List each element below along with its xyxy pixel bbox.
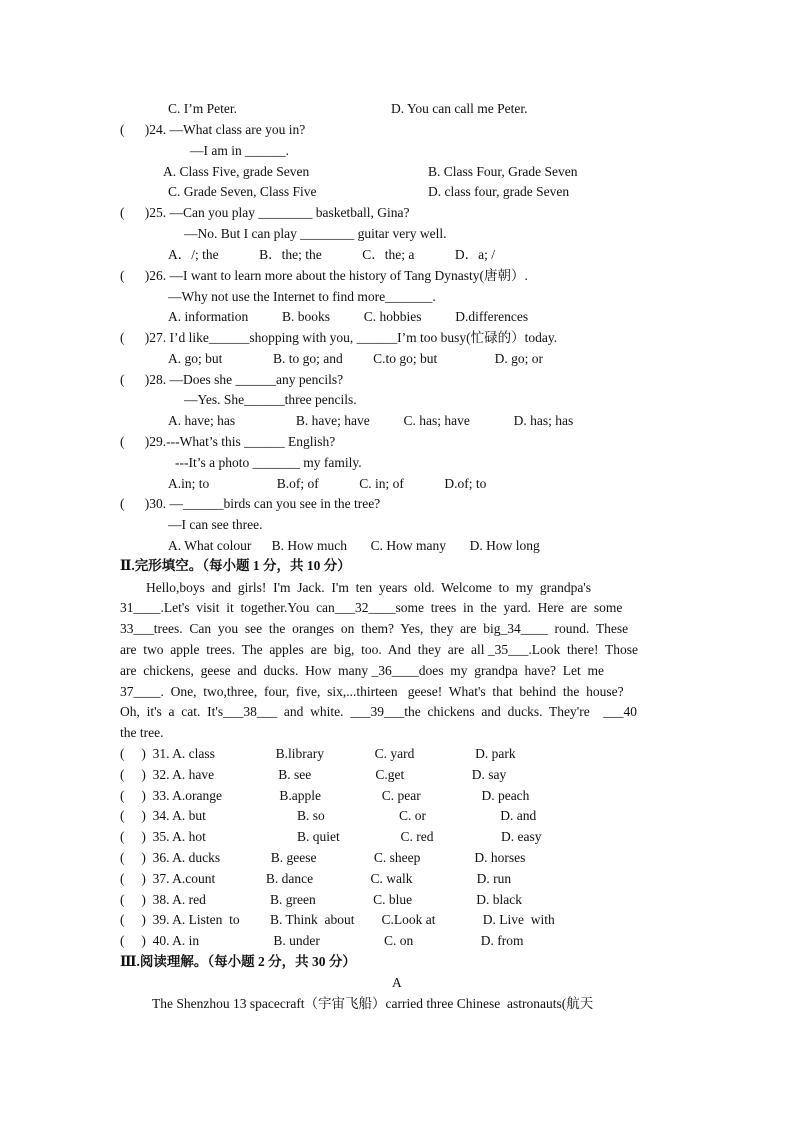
option-line: A. go; but B. to go; and C.to go; but D. go; or — [168, 351, 544, 366]
cloze-question: ( ) 32. A. have B. see C.get D. say — [120, 767, 507, 782]
passage-line: are two apple trees. The apples are big, too. And they are all _35___.Look there! Those — [120, 642, 638, 657]
option-line: A. information B. books C. hobbies D.differences — [168, 309, 529, 324]
text-line: —Why not use the Internet to find more_______. — [168, 289, 436, 304]
passage-line: The Shenzhou 13 spacecraft（宇宙飞船）carried three Chinese astronauts(航天 — [152, 996, 594, 1011]
question-27: ( )27. I’d like______shopping with you, ______I’m too busy(忙碌的）today. — [120, 330, 558, 345]
question-28: ( )28. —Does she ______any pencils? — [120, 372, 344, 387]
section-heading-reading: Ⅲ.阅读理解。（每小题 2 分，共 30 分） — [120, 954, 356, 969]
passage-line: Oh, it's a cat. It's___38___ and white. ___39___the chickens and ducks. They're ___40 — [120, 704, 637, 719]
passage-line: Hello,boys and girls! I'm Jack. I'm ten years old. Welcome to my grandpa's — [146, 580, 591, 595]
question-30: ( )30. —______birds can you see in the tree? — [120, 496, 381, 511]
passage-line: 31____.Let's visit it together.You can___32____some trees in the yard. Here are some — [120, 600, 623, 615]
cloze-question: ( ) 40. A. in B. under C. on D. from — [120, 933, 524, 948]
question-24: ( )24. —What class are you in? — [120, 122, 306, 137]
text-line: —I can see three. — [168, 517, 263, 532]
section-heading-cloze: Ⅱ.完形填空。（每小题 1 分，共 10 分） — [120, 558, 351, 573]
option-line: A. have; has B. have; have C. has; have D. has; has — [168, 413, 574, 428]
question-25: ( )25. —Can you play ________ basketball, Gina? — [120, 205, 410, 220]
option-line: A．/; the B．the; the C．the; a D．a; / — [168, 247, 495, 262]
text-line: D. You can call me Peter. — [391, 101, 528, 116]
passage-label: A — [392, 975, 402, 990]
text-line: —Yes. She______three pencils. — [184, 392, 357, 407]
cloze-question: ( ) 31. A. class B.library C. yard D. park — [120, 746, 516, 761]
cloze-question: ( ) 33. A.orange B.apple C. pear D. peach — [120, 788, 530, 803]
cloze-question: ( ) 38. A. red B. green C. blue D. black — [120, 892, 522, 907]
option-line: A. Class Five, grade Seven — [163, 164, 310, 179]
cloze-question: ( ) 34. A. but B. so C. or D. and — [120, 808, 537, 823]
cloze-question: ( ) 37. A.count B. dance C. walk D. run — [120, 871, 512, 886]
passage-line: 37____. One, two,three, four, five, six,...thirteen geese! What's that behind the house? — [120, 684, 624, 699]
question-26: ( )26. —I want to learn more about the history of Tang Dynasty(唐朝）. — [120, 268, 528, 283]
question-29: ( )29.---What’s this ______ English? — [120, 434, 336, 449]
option-line: A.in; to B.of; of C. in; of D.of; to — [168, 476, 487, 491]
cloze-question: ( ) 39. A. Listen to B. Think about C.Look at D. Live with — [120, 912, 555, 927]
option-line: B. Class Four, Grade Seven — [428, 164, 578, 179]
text-line: —No. But I can play ________ guitar very well. — [184, 226, 447, 241]
passage-line: 33___trees. Can you see the oranges on them? Yes, they are big_34____ round. These — [120, 621, 629, 636]
option-line: D. class four, grade Seven — [428, 184, 570, 199]
text-line: C. I’m Peter. — [168, 101, 237, 116]
text-line: —I am in ______. — [190, 143, 289, 158]
passage-line: are chickens, geese and ducks. How many _36____does my grandpa have? Let me — [120, 663, 604, 678]
cloze-question: ( ) 36. A. ducks B. geese C. sheep D. horses — [120, 850, 526, 865]
option-line: C. Grade Seven, Class Five — [168, 184, 317, 199]
option-line: A. What colour B. How much C. How many D. How long — [168, 538, 540, 553]
passage-line: the tree. — [120, 725, 164, 740]
text-line: ---It’s a photo _______ my family. — [175, 455, 362, 470]
cloze-question: ( ) 35. A. hot B. quiet C. red D. easy — [120, 829, 542, 844]
